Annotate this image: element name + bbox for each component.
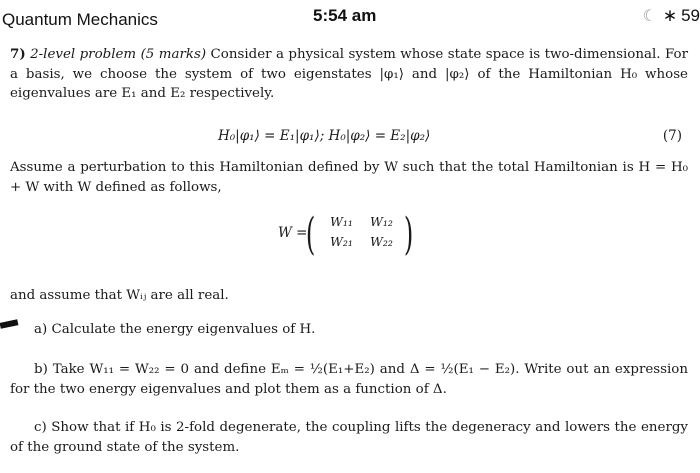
equation-number: (7) [662,128,682,144]
clock: 5:54 am [313,6,377,25]
left-paren: ( [305,209,316,260]
matrix-label: W = [278,225,308,241]
matrix-w21: W₂₁ [330,234,353,249]
moon-icon: ☾ [642,8,657,25]
problem-number: 7) [10,46,26,62]
problem-intro [10,45,688,104]
app-title: Quantum Mechanics [2,10,158,29]
part-a: a) Calculate the energy eigenvalues of H. [34,322,316,337]
matrix-w11: W₁₁ [330,214,353,229]
assumption-text: and assume that Wᵢⱼ are all real. [10,288,229,303]
problem-intro-text: Consider a physical system whose state space is two-dimensional. For a basis, we choose the system of two eigenstates |φ₁⟩ and |φ₂⟩ of the Hamiltonian H₀ whose eigenvalues are E₁ and E₂ respectively. [10,47,688,101]
problem-heading: 2-level problem (5 marks) [30,47,207,62]
bluetooth-icon: ∗ [662,6,678,25]
pointer-mark [0,319,18,329]
perturbation-text: Assume a perturbation to this Hamiltonian defined by W such that the total Hamiltonian is H = H₀ + W with W defined as follows, [10,160,688,195]
part-b: b) Take W₁₁ = W₂₂ = 0 and define Eₘ = ½(E₁+E₂) and Δ = ½(E₁ − E₂). Write out an expression for the two energy eigenvalues and plot them as a function of Δ. [10,362,688,397]
hamiltonian-equation: H₀|φ₁⟩ = E₁|φ₁⟩; H₀|φ₂⟩ = E₂|φ₂⟩ [218,128,431,144]
matrix-w22: W₂₂ [370,234,393,249]
right-paren: ) [403,209,414,260]
part-c: c) Show that if H₀ is 2-fold degenerate, the coupling lifts the degeneracy and lowers the energy of the ground state of the system. [10,420,688,455]
matrix-w12: W₁₂ [370,214,393,229]
battery-percent: 59 [681,6,700,25]
